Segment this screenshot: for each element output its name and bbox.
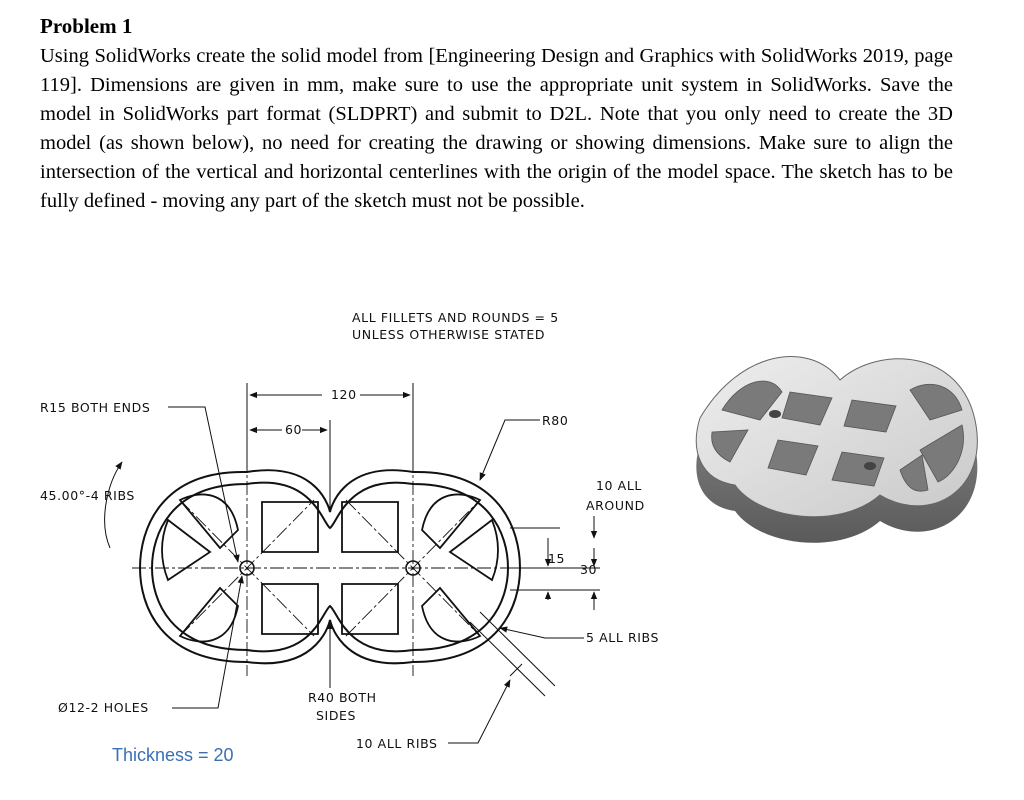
holes-label: Ø12-2 HOLES [58,700,149,715]
r15-label: R15 BOTH ENDS [40,400,151,415]
ten-all-around-1: 10 ALL [596,478,642,493]
dim-120-label: 120 [331,387,357,402]
r80-leader [480,420,540,480]
five-all-ribs-label: 5 ALL RIBS [586,630,660,645]
isometric-3d-model [696,356,977,542]
angle-arc [105,462,122,548]
ten-all-ribs-label: 10 ALL RIBS [356,736,438,751]
r80-label: R80 [542,413,569,428]
ten-all-ribs-leader [448,680,510,743]
r40-label-2: SIDES [316,708,357,723]
note-unless: UNLESS OTHERWISE STATED [352,327,546,342]
r40-label-1: R40 BOTH [308,690,377,705]
ten-all-around-2: AROUND [586,498,645,513]
dim-60-label: 60 [285,422,303,437]
dim-15-label: 15 [548,551,566,566]
rib-width-lines [470,612,555,696]
thickness-label: Thickness = 20 [112,745,234,765]
ribs-angle-label: 45.00°-4 RIBS [40,488,135,503]
five-all-ribs-leader [500,628,584,638]
note-fillets: ALL FILLETS AND ROUNDS = 5 [352,310,559,325]
problem-title: Problem 1 [40,14,133,38]
problem-statement: Using SolidWorks create the solid model from [Engineering Design and Graphics with SolidWorks 2019, page 119]. Dimensions are given in mm, make sure to use the appropriate unit system in SolidWorks. Save the model in SolidWorks part format (SLDPRT) and submit to D2L. Note that you only need to create the 3D model (as shown below), no need for creating the drawing or showing dimensions. Make sure to align the intersection of the vertical and horizontal centerlines with the origin of the model space. The sketch has to be fully defined - moving any part of the sketch must not be possible. [40,45,953,212]
dim-30-label: 30 [580,562,598,577]
